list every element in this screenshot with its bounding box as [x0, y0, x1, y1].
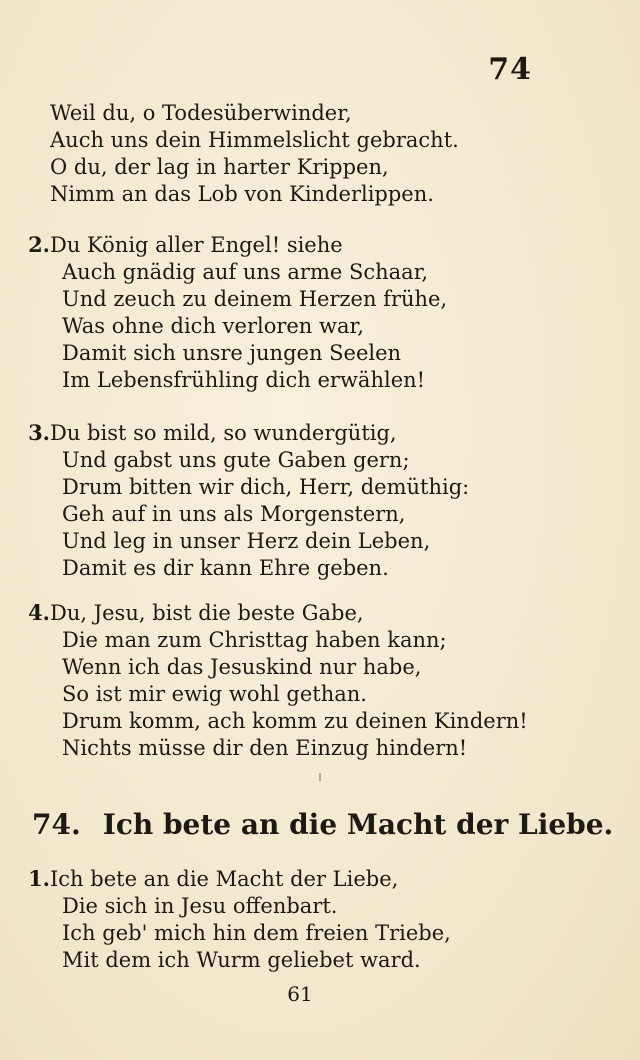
verse-line: Ich geb' mich hin dem freien Triebe, [62, 921, 451, 945]
verse-line: Ich bete an die Macht der Liebe, [50, 867, 399, 891]
stanza-number: 3. [28, 420, 50, 445]
verse-line: Drum bitten wir dich, Herr, demüthig: [62, 475, 470, 499]
verse-line: Damit es dir kann Ehre geben. [62, 556, 389, 580]
verse-line: Geh auf in uns als Morgenstern, [62, 502, 406, 526]
verse-line: Mit dem ich Wurm geliebet ward. [62, 948, 421, 972]
verse-line: So ist mir ewig wohl gethan. [62, 682, 367, 706]
verse-line: Du König aller Engel! siehe [50, 233, 343, 257]
verse-line: Nimm an das Lob von Kinderlippen. [50, 182, 434, 206]
stanza-number: 1. [28, 866, 50, 891]
verse-line: Wenn ich das Jesuskind nur habe, [62, 655, 422, 679]
verse-line: Im Lebensfrühling dich erwählen! [62, 368, 426, 392]
page-header-number: 74 [488, 52, 532, 87]
verse-line: Du bist so mild, so wundergütig, [50, 421, 397, 445]
hymn-title [32, 808, 613, 841]
verse-line: Auch gnädig auf uns arme Schaar, [62, 260, 429, 284]
section-divider [319, 773, 321, 781]
verse-line: Die man zum Christtag haben kann; [62, 628, 447, 652]
verse-line: Du, Jesu, bist die beste Gabe, [50, 601, 364, 625]
verse-line: Auch uns dein Himmelslicht gebracht. [50, 128, 459, 152]
verse-line: Weil du, o Todesüberwinder, [50, 101, 352, 125]
hymn-number: 74. [32, 808, 81, 841]
verse-line: Und leg in unser Herz dein Leben, [62, 529, 431, 553]
verse-line: Nichts müsse dir den Einzug hindern! [62, 736, 468, 760]
verse-line: Drum komm, ach komm zu deinen Kindern! [62, 709, 528, 733]
verse-line: O du, der lag in harter Krippen, [50, 155, 389, 179]
stanza-number: 2. [28, 232, 50, 257]
verse-line: Und zeuch zu deinem Herzen frühe, [62, 287, 448, 311]
verse-line: Und gabst uns gute Gaben gern; [62, 448, 410, 472]
hymn-title-text: Ich bete an die Macht der Liebe. [102, 808, 614, 841]
verse-line: Was ohne dich verloren war, [62, 314, 364, 338]
stanza-number: 4. [28, 600, 50, 625]
verse-line: Damit sich unsre jungen Seelen [62, 341, 402, 365]
verse-line: Die sich in Jesu offenbart. [62, 894, 338, 918]
page-footer-number: 61 [287, 982, 313, 1006]
